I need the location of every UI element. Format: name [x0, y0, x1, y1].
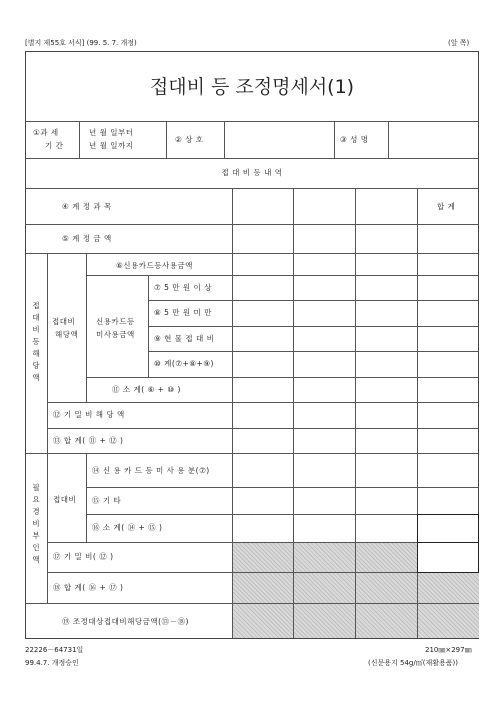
row-7-label: ⑦ 5 만 원 이 상 [154, 283, 212, 292]
row-6-label: ⑥신용카드등사용금액 [116, 261, 193, 270]
row-12-label: ⑫ 기 밀 비 해 당 액 [53, 410, 125, 419]
period-to: 년 월 일까지 [89, 141, 134, 150]
form-id: [별지 제55호 서식] (99. 5. 7. 개정) [25, 39, 137, 47]
section-title: 접 대 비 등 내 역 [221, 168, 283, 177]
row-19-label: ⑲ 조정대상접대비해당금액(⑬－⑱) [62, 617, 189, 626]
approval-date: 99.4.7. 개정승인 [25, 659, 79, 667]
name-label: ③ 성 명 [340, 135, 369, 144]
page-title: 접대비 등 조정명세서(1) [149, 76, 355, 98]
card-label: 신용카드등 [96, 317, 135, 326]
shaded-total-cells [418, 573, 479, 638]
form-code: 22226－64731일 [25, 646, 84, 654]
period-label: ①과 세 [33, 128, 59, 137]
sub-2-label: 접대비 [53, 495, 77, 504]
page-side: (앞 쪽) [448, 39, 470, 47]
sub-1-label: 접대비 [52, 317, 76, 326]
group-1-label: 접대비등해당액 [32, 301, 40, 382]
row-5-label: ⑤ 계 정 금 액 [62, 234, 112, 243]
group-2-label: 필요경비부인액 [32, 483, 40, 564]
row-10-label: ⑩ 계(⑦+⑧+⑨) [154, 359, 214, 368]
company-label: ② 상 호 [175, 135, 204, 144]
row-18-label: ⑱ 합 계( ⑯ + ⑰ ) [53, 583, 124, 592]
period-label-2: 기 간 [45, 141, 64, 150]
row-14-label: ⑭ 신 용 카 드 등 미 사 용 분(⑦) [92, 466, 210, 475]
row-17-label: ⑰ 기 밀 비( ⑫ ) [53, 552, 114, 561]
period-from: 년 월 일부터 [89, 128, 134, 137]
total-header: 합 계 [437, 202, 456, 211]
row-15-label: ⑮ 기 타 [92, 496, 122, 505]
row-11-label: ⑪ 소 계( ⑥ + ⑩ ) [112, 385, 181, 394]
row-8-label: ⑧ 5 만 원 미 만 [154, 308, 212, 317]
card-label-2: 미사용금액 [96, 330, 135, 339]
paper-size: 210㎜×297㎜ [425, 646, 472, 654]
row-4-label: ④ 계 정 과 목 [62, 202, 112, 211]
row-16-label: ⑯ 소 계( ⑭ + ⑮ ) [92, 523, 163, 532]
total-box-17 [417, 542, 479, 573]
shaded-cells [233, 543, 417, 638]
row-9-label: ⑨ 현 물 접 대 비 [154, 334, 215, 343]
paper-type: (신문용지 54g/㎡(재활용품)) [368, 659, 458, 667]
row-13-label: ⑬ 합 계( ⑪ + ⑫ ) [53, 436, 124, 445]
sub-1-label-2: 해당액 [55, 330, 79, 339]
total-box-16 [417, 514, 479, 543]
